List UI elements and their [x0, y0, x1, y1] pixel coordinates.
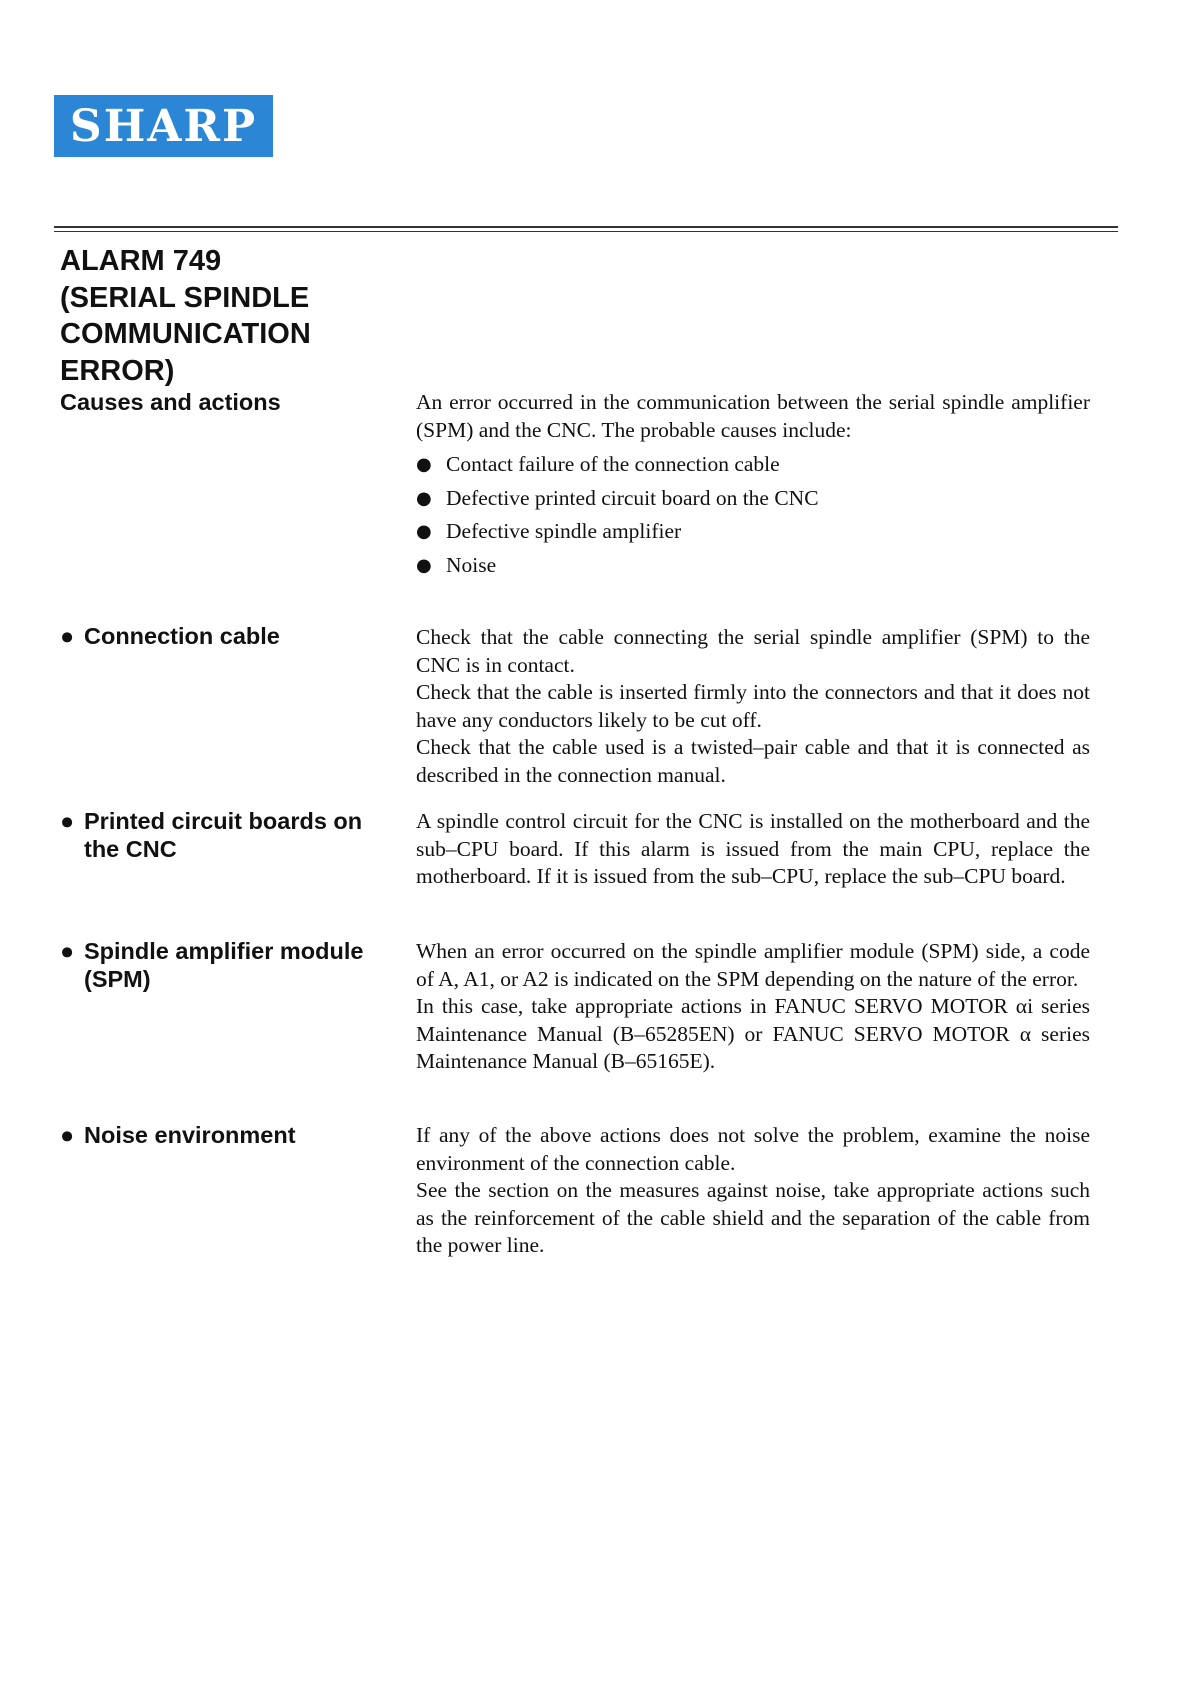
bullet-icon: ● [416, 454, 432, 475]
section-body [416, 624, 1090, 789]
bullet-icon: ● [416, 487, 432, 509]
sharp-logo: SHARP [54, 95, 273, 157]
paragraph: See the section on the measures against noise, take appropriate actions such as the reinforcement of the cable shield and the separation of the cable from the power line. [416, 1178, 1090, 1257]
section-label: Causes and actions [60, 389, 281, 415]
bullet-icon: ● [60, 623, 75, 649]
section-body [416, 389, 1090, 582]
paragraph: When an error occurred on the spindle amplifier module (SPM) side, a code of A, A1, or A2 is indicated on the SPM depending on the nature of the error. [416, 939, 1090, 991]
page-title: ALARM 749 (SERIAL SPINDLE COMMUNICATION ERROR) [60, 245, 311, 387]
intro-paragraph: An error occurred in the communication between the serial spindle amplifier (SPM) and the CNC. The probable causes include: [416, 390, 1090, 442]
paragraph: Check that the cable used is a twisted–pair cable and that it is connected as described in the connection manual. [416, 735, 1090, 787]
section-label: ● Connection cable [60, 623, 280, 649]
bullet-icon: ● [60, 1122, 75, 1148]
bullet-icon: ● [416, 521, 432, 542]
bullet-icon: ● [60, 808, 75, 834]
section-label: ● Printed circuit boards on the CNC [60, 808, 363, 862]
paragraph: A spindle control circuit for the CNC is installed on the motherboard and the sub–CPU board. If this alarm is issued from the main CPU, replace the motherboard. If it is issued from the sub–CPU, replace the sub–CPU board. [416, 809, 1090, 888]
causes-list [416, 448, 1090, 582]
list-item: ● Defective printed circuit board on the CNC [416, 482, 1090, 516]
list-item: ● Contact failure of the connection cable [416, 448, 1090, 482]
header-rule-thin [54, 231, 1118, 232]
section-body [416, 938, 1090, 1076]
section-body [416, 808, 1090, 891]
section-label: ● Noise environment [60, 1122, 296, 1148]
section-label: ● Spindle amplifier module (SPM) [60, 938, 364, 992]
paragraph: If any of the above actions does not solve the problem, examine the noise environment of the connection cable. [416, 1123, 1090, 1175]
bullet-icon: ● [60, 938, 75, 964]
header-rule-thick [54, 226, 1118, 228]
section-body [416, 1122, 1090, 1260]
list-item: ● Defective spindle amplifier [416, 515, 1090, 549]
paragraph: Check that the cable connecting the serial spindle amplifier (SPM) to the CNC is in contact. [416, 625, 1090, 677]
paragraph: In this case, take appropriate actions in FANUC SERVO MOTOR αi series Maintenance Manual (B–65285EN) or FANUC SERVO MOTOR α series Maintenance Manual (B–65165E). [416, 994, 1090, 1073]
paragraph: Check that the cable is inserted firmly into the connectors and that it does not have any conductors likely to be cut off. [416, 680, 1090, 732]
bullet-icon: ● [416, 554, 432, 576]
list-item: ● Noise [416, 549, 1090, 583]
